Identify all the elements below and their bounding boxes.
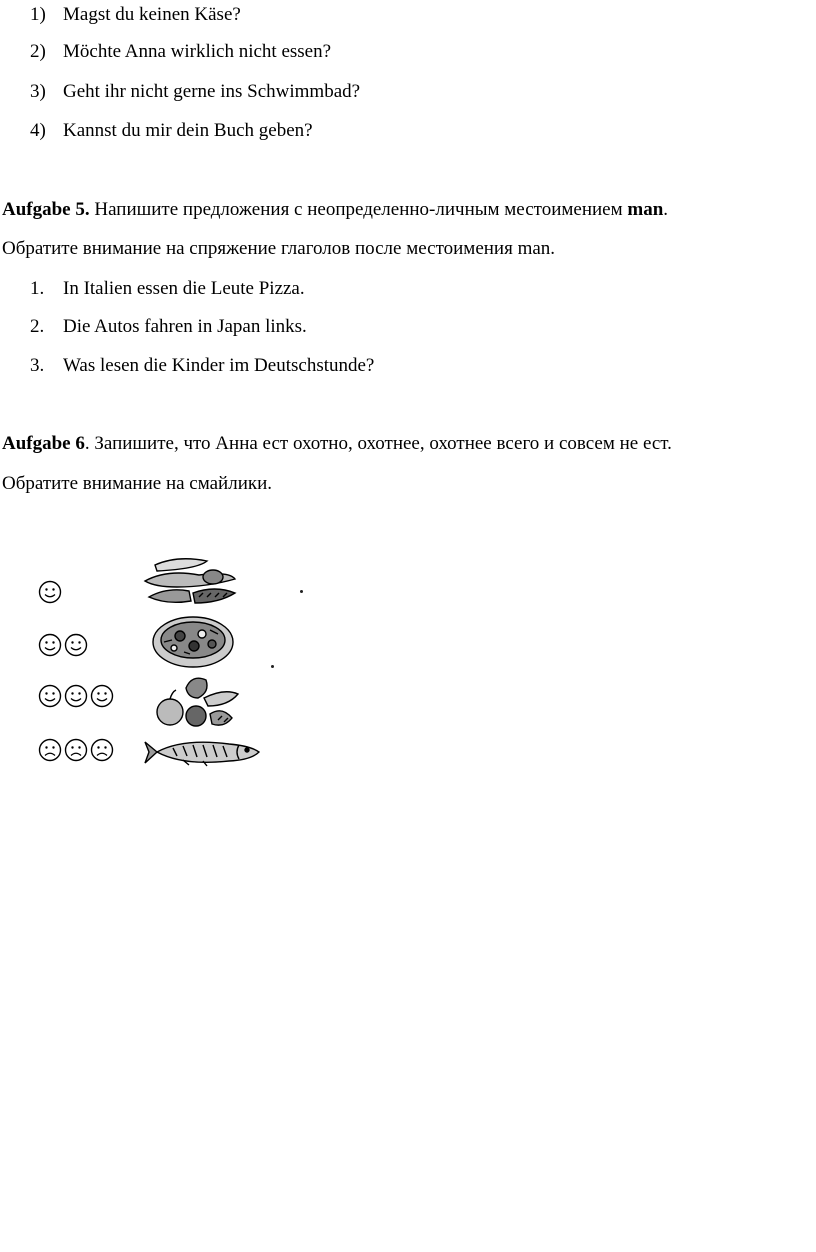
task6-label: Aufgabe 6 [2,433,85,454]
smiley-happy-icon [38,580,62,604]
list-item [30,276,305,302]
list-item [30,353,374,379]
smiley-happy-icon [90,684,114,708]
smiley-happy-icon [64,633,88,657]
smiley-sad-icon [64,738,88,762]
list-item [30,118,313,144]
smiley-row-2 [38,633,88,659]
list-number: 1) [30,4,46,25]
list-number: 1. [30,278,45,299]
list-number: 2) [30,41,46,62]
list-number: 3) [30,81,46,102]
list-text: Die Autos fahren in Japan links. [63,316,307,337]
smiley-sad-icon [38,738,62,762]
fish-icon [143,736,263,768]
pizza-icon [150,612,236,670]
task6-heading [2,431,672,457]
list-item [30,79,360,105]
list-text: Kannst du mir dein Buch geben? [63,120,313,141]
smiley-happy-icon [38,684,62,708]
list-text: Geht ihr nicht gerne ins Schwimmbad? [63,81,361,102]
task6-line2: Обратите внимание на смайлики. [2,473,273,494]
bread-basket-icon [137,553,241,609]
list-text: Magst du keinen Käse? [63,4,241,25]
list-number: 3. [30,355,45,376]
fruit-icon [152,672,240,730]
list-text: Was lesen die Kinder im Deutschstunde? [63,355,375,376]
task5-label: Aufgabe 5. [2,199,90,220]
smiley-happy-icon [38,633,62,657]
smiley-row-3 [38,684,114,710]
task5-keyword: man [627,199,664,220]
list-number: 2. [30,316,45,337]
list-text: Möchte Anna wirklich nicht essen? [63,41,332,62]
smiley-sad-icon [90,738,114,762]
task5-heading [2,197,668,223]
list-item [30,2,241,28]
list-item [30,314,307,340]
task6-text: . Запишите, что Анна ест охотно, охотнее, охотнее всего и совсем не ест. [84,433,672,454]
list-text: In Italien essen die Leute Pizza. [63,278,305,299]
smiley-row-4 [38,738,114,764]
task5-text: Напишите предложения с неопределенно-личным местоимением [89,199,628,220]
scan-speck [300,590,303,593]
scan-speck [271,665,274,668]
task5-period: . [663,199,669,220]
smiley-happy-icon [64,684,88,708]
list-number: 4) [30,120,46,141]
task5-line2: Обратите внимание на спряжение глаголов после местоимения man. [2,238,556,259]
smiley-row-1 [38,580,62,606]
list-item [30,39,331,65]
